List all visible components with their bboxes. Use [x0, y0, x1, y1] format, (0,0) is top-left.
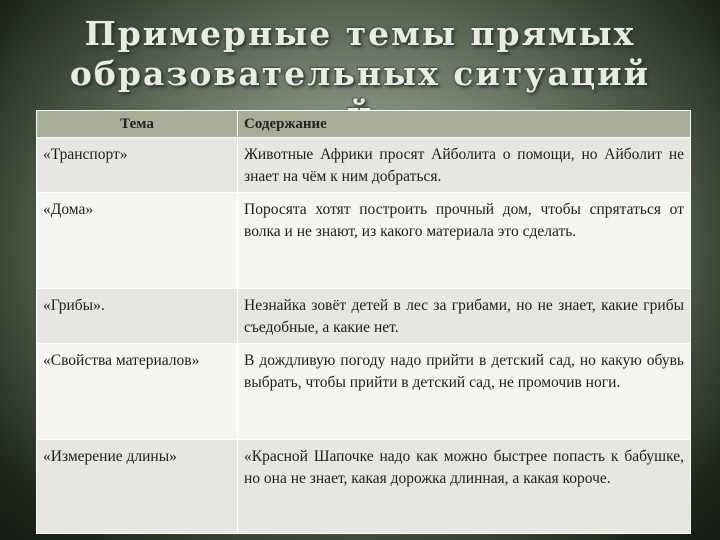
row-topic: «Транспорт»	[37, 138, 238, 193]
table-row	[37, 344, 691, 440]
row-content: Поросята хотят построить прочный дом, чтобы спрятаться от волка и не знают, из какого материала это сделать.	[238, 193, 691, 289]
slide-title-line-3	[0, 94, 720, 104]
slide-title	[0, 14, 720, 106]
row-topic: «Грибы».	[37, 289, 238, 344]
slide-title-line-1: Примерные темы прямых	[84, 14, 636, 53]
row-content: «Красной Шапочке надо как можно быстрее попасть к бабушке, но она не знает, какая дорожка длинная, а какая короче.	[238, 440, 691, 534]
row-topic: «Измерение длины»	[37, 440, 238, 534]
row-content: Незнайка зовёт детей в лес за грибами, но не знает, какие грибы съедобные, а какие нет.	[238, 289, 691, 344]
table-row	[37, 440, 691, 534]
table-row	[37, 289, 691, 344]
row-content: Животные Африки просят Айболита о помощи, но Айболит не знает на чём к ним добраться.	[238, 138, 691, 193]
header-topic: Тема	[37, 111, 238, 138]
row-content: В дождливую погоду надо прийти в детский сад, но какую обувь выбрать, чтобы прийти в детский сад, не промочив ноги.	[238, 344, 691, 440]
table-header-row	[37, 111, 691, 138]
table-row	[37, 193, 691, 289]
row-topic: «Свойства материалов»	[37, 344, 238, 440]
slide-title-line-2: образовательных ситуаций	[69, 54, 651, 93]
topics-table	[36, 110, 691, 534]
header-content: Содержание	[238, 111, 691, 138]
row-topic: «Дома»	[37, 193, 238, 289]
table-row	[37, 138, 691, 193]
